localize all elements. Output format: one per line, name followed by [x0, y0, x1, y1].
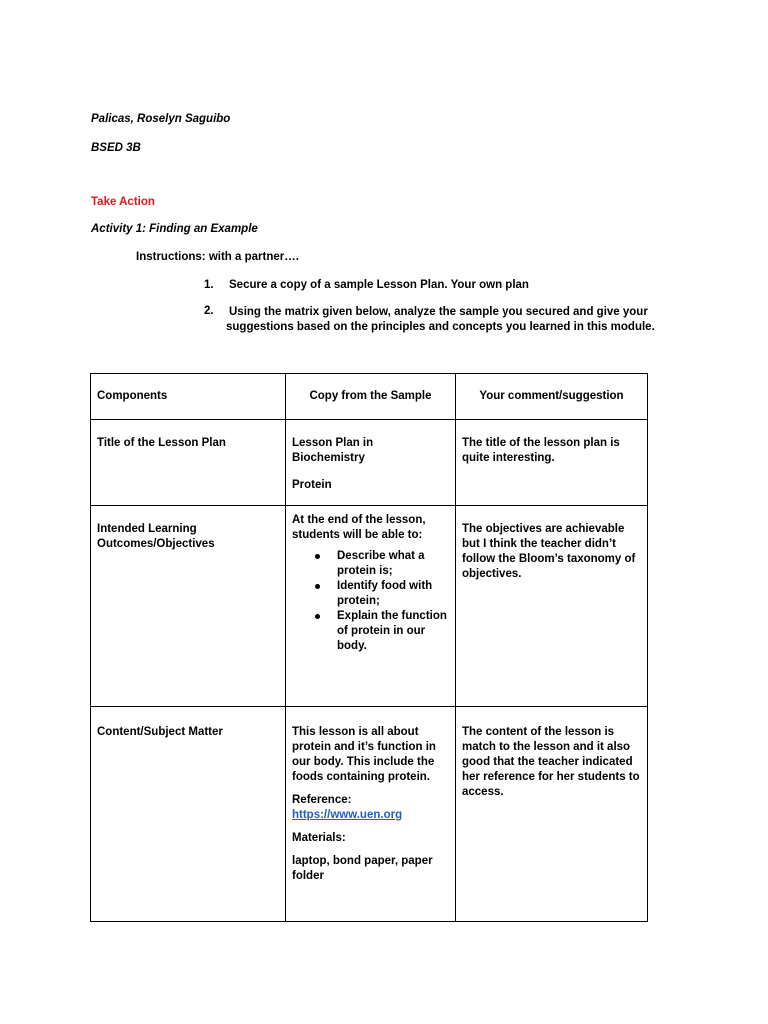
component-cell: Intended Learning Outcomes/Objectives — [91, 506, 286, 707]
sample-line: Biochemistry — [292, 452, 365, 464]
table-row — [91, 707, 648, 922]
sample-cell — [286, 707, 456, 922]
list-item: Describe what a protein is; — [337, 549, 449, 579]
table-row — [91, 420, 648, 506]
materials-text: laptop, bond paper, paper folder — [292, 855, 433, 882]
step-text-line: Using the matrix given below, analyze the sample you secured and give your — [229, 306, 648, 318]
reference-link[interactable]: https://www.uen.org — [292, 809, 403, 821]
table-row — [91, 506, 648, 707]
instructions: Instructions: with a partner…. — [136, 251, 299, 263]
step-number: 2. — [204, 305, 214, 317]
step-text: Secure a copy of a sample Lesson Plan. Your own plan — [229, 279, 529, 291]
header-cell: Your comment/suggestion — [456, 374, 648, 420]
header-cell: Components — [91, 374, 286, 420]
component-cell: Title of the Lesson Plan — [91, 420, 286, 506]
comment-cell: The content of the lesson is match to the lesson and it also good that the teacher indicated her reference for her students to access. — [456, 707, 648, 922]
objectives-list — [292, 549, 449, 654]
reference-label: Reference: — [292, 794, 352, 806]
step-text-line: suggestions based on the principles and concepts you learned in this module. — [226, 321, 655, 333]
sample-intro: At the end of the lesson, students will be able to: — [292, 514, 426, 541]
sample-cell — [286, 420, 456, 506]
sample-line: Lesson Plan in — [292, 437, 374, 449]
list-item: Explain the function of protein in our body. — [337, 609, 449, 654]
sample-cell — [286, 506, 456, 707]
comment-cell: The objectives are achievable but I think the teacher didn’t follow the Bloom’s taxonomy of objectives. — [456, 506, 648, 707]
comment-cell: The title of the lesson plan is quite interesting. — [456, 420, 648, 506]
list-item: Identify food with protein; — [337, 579, 449, 609]
step-text — [226, 305, 686, 335]
section-title: Take Action — [91, 196, 155, 208]
table-header-row — [91, 374, 648, 420]
lesson-plan-matrix — [90, 373, 648, 922]
header-cell: Copy from the Sample — [286, 374, 456, 420]
course-section: BSED 3B — [91, 142, 141, 154]
materials-label: Materials: — [292, 832, 346, 844]
activity-title: Activity 1: Finding an Example — [91, 223, 258, 235]
sample-text: This lesson is all about protein and it’s function in our body. This include the foods containing protein. — [292, 726, 436, 783]
step-number: 1. — [204, 279, 214, 291]
student-name: Palicas, Roselyn Saguibo — [91, 113, 231, 125]
component-cell: Content/Subject Matter — [91, 707, 286, 922]
sample-topic: Protein — [292, 479, 332, 491]
